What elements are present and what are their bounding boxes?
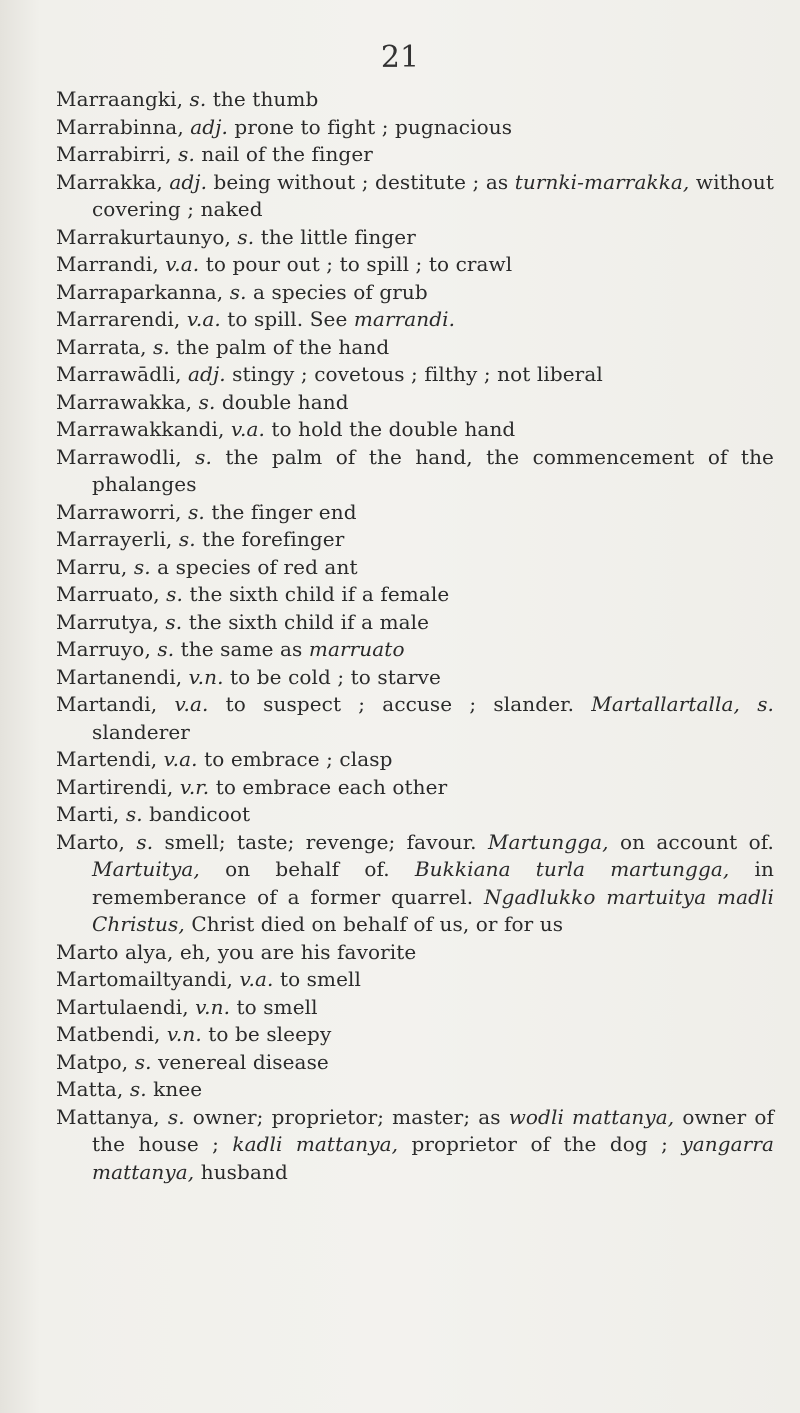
part-of-speech: s. <box>133 554 151 579</box>
entry <box>56 774 774 802</box>
part-of-speech: s. <box>188 499 205 524</box>
definition: the sixth child if a male <box>188 609 430 634</box>
part-of-speech: v.a. <box>165 252 200 276</box>
page-number: 21 <box>380 40 420 75</box>
entry <box>56 224 774 252</box>
definition: owner; proprietor; master; as <box>192 1104 501 1129</box>
headword: Marrawakkandi, <box>56 417 225 441</box>
headword: Martulaendi, <box>56 994 189 1019</box>
example-phrase: wodli mattanya, <box>508 1104 675 1129</box>
definition: bandicoot <box>149 802 251 826</box>
headword: Marrayerli, <box>56 527 173 551</box>
entry <box>56 141 774 169</box>
definition: the palm of the hand, the commencement of the phalanges <box>92 444 774 496</box>
entry <box>56 636 774 664</box>
headword: Martirendi, <box>56 774 174 799</box>
part-of-speech: s. <box>165 609 183 634</box>
entry <box>56 1049 774 1077</box>
part-of-speech: adj. <box>190 114 228 139</box>
definition: Christ died on behalf of us, or for us <box>191 912 564 936</box>
definition: knee <box>153 1077 203 1101</box>
definition: on account of. <box>619 829 774 854</box>
headword: Mattanya, <box>56 1104 160 1129</box>
definition: to embrace ; clasp <box>204 747 393 771</box>
definition: venereal disease <box>158 1049 329 1074</box>
definition: in rememberance of a former quarrel. <box>92 857 774 909</box>
headword: Marruato, <box>56 582 160 606</box>
headword: Marrakka, <box>56 169 163 194</box>
headword: Martomailtyandi, <box>56 967 234 991</box>
part-of-speech: s. <box>157 637 175 661</box>
definition: the same as <box>180 637 303 661</box>
part-of-speech: s. <box>153 334 170 359</box>
headword: Marto, <box>56 829 125 854</box>
entry <box>56 966 774 994</box>
definition: a species of grub <box>253 279 428 304</box>
headword: Marrawādli, <box>56 362 182 386</box>
part-of-speech: s. <box>125 802 143 826</box>
part-of-speech: v.a. <box>230 417 265 441</box>
part-of-speech: v.n. <box>195 994 231 1019</box>
headword: Martanendi, <box>56 664 183 689</box>
headword: Marraangki, <box>56 87 184 111</box>
definition: to suspect ; accuse ; slander. <box>225 692 575 716</box>
entry <box>56 1076 774 1104</box>
headword: Marrakurtaunyo, <box>56 224 231 249</box>
entry <box>56 251 774 279</box>
entry <box>56 499 774 527</box>
definition: to be sleepy <box>208 1022 332 1046</box>
definition: the palm of the hand <box>176 334 390 359</box>
headword: Marrawodli, <box>56 444 182 469</box>
entry-mattanya <box>56 1104 774 1187</box>
headword: Matbendi, <box>56 1022 161 1046</box>
entry <box>56 86 774 114</box>
part-of-speech: s. <box>237 224 255 249</box>
part-of-speech: v.a. <box>186 307 221 331</box>
definition: the finger end <box>211 499 357 524</box>
entry <box>56 334 774 362</box>
part-of-speech: s. <box>178 527 196 551</box>
headword: Matta, <box>56 1077 124 1101</box>
entry <box>56 361 774 389</box>
headword: Marrabirri, <box>56 142 172 166</box>
entry <box>56 169 774 224</box>
sub-headword: Martuitya, <box>92 857 200 881</box>
entry <box>56 444 774 499</box>
definition: the little finger <box>260 224 416 249</box>
headword: Matpo, <box>56 1049 129 1074</box>
part-of-speech: s. <box>167 1104 185 1129</box>
definition: being without ; destitute ; as <box>213 169 509 194</box>
part-of-speech: s. <box>178 142 195 166</box>
definition-continued: without covering ; naked <box>92 169 774 221</box>
headword: Marrata, <box>56 334 147 359</box>
definition: to embrace each other <box>215 774 448 799</box>
definition: the sixth child if a female <box>189 582 450 606</box>
headword: Marto <box>56 939 119 964</box>
part-of-speech: v.a. <box>239 967 274 991</box>
part-of-speech: s. <box>189 87 207 111</box>
part-of-speech: v.n. <box>188 664 224 689</box>
headword: Marrandi, <box>56 252 159 276</box>
entry <box>56 664 774 692</box>
definition: to smell <box>279 967 362 991</box>
entry <box>56 609 774 637</box>
entry <box>56 114 774 142</box>
part-of-speech: s. <box>195 444 212 469</box>
definition: on behalf of. <box>225 857 390 881</box>
entry <box>56 801 774 829</box>
headword: Marru, <box>56 554 128 579</box>
entry <box>56 554 774 582</box>
headword: Marrutya, <box>56 609 159 634</box>
sub-headword: Martallartalla, s. <box>591 692 775 716</box>
definition: to hold the double hand <box>271 417 516 441</box>
definition: the forefinger <box>202 527 345 551</box>
example-phrase: kadli mattanya, <box>232 1132 399 1156</box>
part-of-speech: adj. <box>169 169 208 194</box>
sub-headword: Martungga, <box>487 829 609 854</box>
entry <box>56 939 774 967</box>
entry <box>56 1021 774 1049</box>
definition-continued: slanderer <box>92 719 190 744</box>
part-of-speech: s. <box>136 829 154 854</box>
definition: nail of the finger <box>201 142 373 166</box>
definition: prone to fight ; pugnacious <box>234 114 513 139</box>
definition: double hand <box>221 389 349 414</box>
definition: proprietor of the dog ; <box>411 1132 668 1156</box>
entry <box>56 691 774 746</box>
definition: to pour out ; to spill ; to crawl <box>205 252 513 276</box>
part-of-speech: s. <box>229 279 247 304</box>
part-of-speech: v.r. <box>179 774 210 799</box>
headword: Marraparkanna, <box>56 279 224 304</box>
headword: Marrabinna, <box>56 114 184 139</box>
example-phrase: Ngadlukko martuitya madli Christus, <box>92 884 774 936</box>
part-of-speech: s. <box>198 389 216 414</box>
entry-marto <box>56 829 774 939</box>
entry <box>56 416 774 444</box>
example-term: turnki-marrakka, <box>514 169 690 194</box>
headword: Marruyo, <box>56 637 151 661</box>
headword: Marraworri, <box>56 499 182 524</box>
part-of-speech: s. <box>166 582 183 606</box>
definition: owner of the house ; <box>92 1104 774 1156</box>
part-of-speech: v.n. <box>166 1022 202 1046</box>
example-phrase: Bukkiana turla martungga, <box>414 857 730 881</box>
part-of-speech: adj. <box>188 362 226 386</box>
headword: Marrarendi, <box>56 307 181 331</box>
headword: Marti, <box>56 802 120 826</box>
headword: Martendi, <box>56 747 158 771</box>
definition: stingy ; covetous ; filthy ; not liberal <box>232 362 603 386</box>
entry <box>56 526 774 554</box>
part-of-speech: s. <box>129 1077 147 1101</box>
definition: husband <box>200 1159 288 1184</box>
definition: alya, eh, you are his favorite <box>125 939 417 964</box>
definition: to spill. See <box>227 307 348 331</box>
example-phrase: yangarra mattanya, <box>92 1132 775 1184</box>
entry <box>56 306 774 334</box>
headword: Marrawakka, <box>56 389 193 414</box>
part-of-speech: s. <box>134 1049 152 1074</box>
definition: the thumb <box>212 87 319 111</box>
definition: to be cold ; to starve <box>230 664 441 689</box>
definition: a species of red ant <box>157 554 358 579</box>
definition: smell; taste; revenge; favour. <box>164 829 477 854</box>
entry <box>56 581 774 609</box>
headword: Martandi, <box>56 692 158 716</box>
definition: to smell <box>236 994 318 1019</box>
entry <box>56 389 774 417</box>
part-of-speech: v.a. <box>174 692 209 716</box>
cross-reference: marrandi. <box>353 307 456 331</box>
cross-reference: marruato <box>308 637 405 661</box>
entry <box>56 279 774 307</box>
entry <box>56 994 774 1022</box>
dictionary-entries <box>56 86 774 1186</box>
entry <box>56 746 774 774</box>
part-of-speech: v.a. <box>163 747 198 771</box>
